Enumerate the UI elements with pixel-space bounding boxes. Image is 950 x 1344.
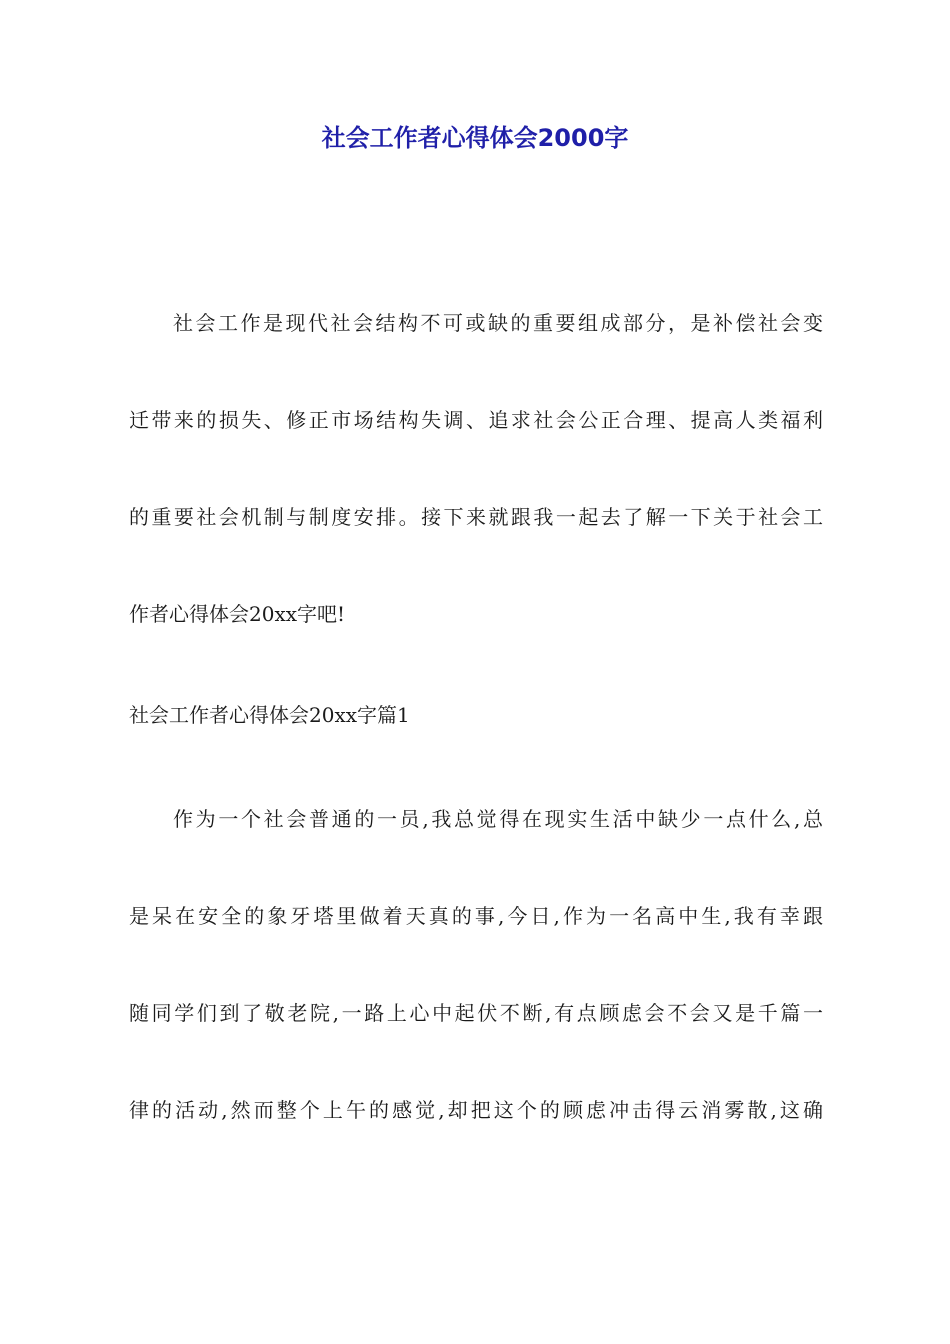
section-heading — [129, 667, 823, 764]
section-line-1: 作为一个社会普通的一员,我总觉得在现实生活中缺少一点什么,总 — [173, 807, 823, 831]
intro-line-1: 社会工作是现代社会结构不可或缺的重要组成部分，是补偿社会变 — [173, 311, 823, 335]
section-heading-text: 社会工作者心得体会20xx字篇1 — [129, 703, 410, 727]
intro-line-3: 的重要社会机制与制度安排。接下来就跟我一起去了解一下关于社会工 — [129, 505, 823, 529]
section-line-2: 是呆在安全的象牙塔里做着天真的事,今日,作为一名高中生,我有幸跟 — [129, 904, 823, 928]
intro-line-2: 迁带来的损失、修正市场结构失调、追求社会公正合理、提高人类福利 — [129, 408, 823, 432]
document-title: 社会工作者心得体会2000字 — [321, 124, 629, 152]
section-paragraph — [129, 771, 823, 1159]
intro-paragraph — [129, 275, 823, 663]
section-line-4: 律的活动,然而整个上午的感觉,却把这个的顾虑冲击得云消雾散,这确 — [129, 1098, 823, 1122]
intro-line-4: 作者心得体会20xx字吧! — [129, 602, 346, 626]
section-line-3: 随同学们到了敬老院,一路上心中起伏不断,有点顾虑会不会又是千篇一 — [129, 1001, 823, 1025]
